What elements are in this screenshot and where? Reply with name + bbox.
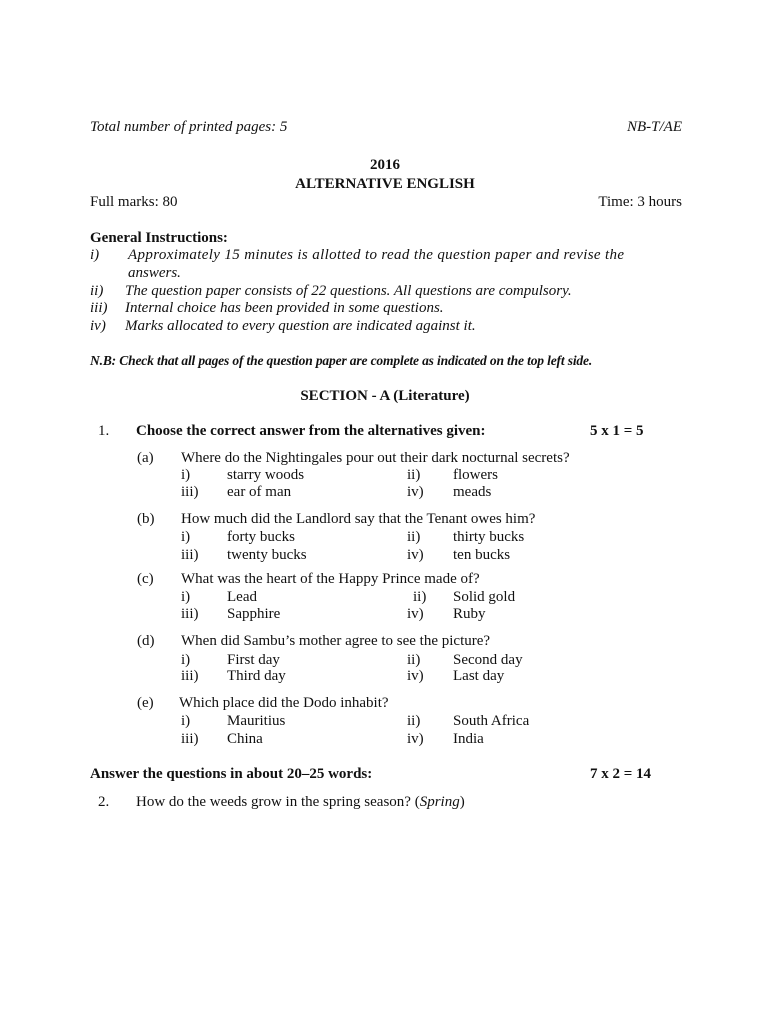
full-marks: Full marks: 80 bbox=[90, 194, 178, 210]
instruction-text-cont: answers. bbox=[128, 265, 181, 281]
instruction-text: Marks allocated to every question are indicated against it. bbox=[125, 318, 476, 334]
short-answer-marks: 7 x 2 = 14 bbox=[590, 766, 652, 782]
option-text: thirty bucks bbox=[453, 529, 525, 545]
time-allowed: Time: 3 hours bbox=[598, 194, 682, 210]
part-label: (b) bbox=[137, 511, 155, 527]
option-text: Third day bbox=[227, 668, 286, 684]
instruction-text: Approximately 15 minutes is allotted to read the question paper and revise the bbox=[128, 247, 625, 263]
option-text: ten bucks bbox=[453, 547, 511, 563]
option-text: China bbox=[227, 731, 263, 747]
question-marks: 5 x 1 = 5 bbox=[590, 423, 644, 439]
option-number: iii) bbox=[181, 606, 199, 622]
option-number: iii) bbox=[181, 731, 199, 747]
option-number: ii) bbox=[407, 713, 421, 729]
option-number: i) bbox=[181, 589, 191, 605]
option-text: South Africa bbox=[453, 713, 530, 729]
option-text: Sapphire bbox=[227, 606, 281, 622]
paper-code: NB-T/AE bbox=[627, 119, 682, 135]
option-text: flowers bbox=[453, 467, 498, 483]
question-body: How do the weeds grow in the spring season? ( bbox=[136, 794, 420, 810]
part-label: (c) bbox=[137, 571, 154, 587]
option-text: First day bbox=[227, 652, 280, 668]
option-number: iii) bbox=[181, 547, 199, 563]
option-number: iii) bbox=[181, 668, 199, 684]
instruction-number: i) bbox=[90, 247, 100, 263]
option-number: i) bbox=[181, 529, 191, 545]
part-question: What was the heart of the Happy Prince made of? bbox=[181, 571, 480, 587]
option-text: ear of man bbox=[227, 484, 292, 500]
part-question: When did Sambu’s mother agree to see the picture? bbox=[181, 633, 491, 649]
instruction-number: iv) bbox=[90, 318, 106, 334]
part-label: (e) bbox=[137, 695, 154, 711]
option-text: meads bbox=[453, 484, 492, 500]
printed-pages-note: Total number of printed pages: 5 bbox=[90, 119, 288, 135]
option-number: ii) bbox=[407, 467, 421, 483]
part-question: Which place did the Dodo inhabit? bbox=[179, 695, 389, 711]
instruction-number: ii) bbox=[90, 283, 104, 299]
instructions-title: General Instructions: bbox=[90, 230, 228, 246]
option-text: Second day bbox=[453, 652, 523, 668]
option-number: ii) bbox=[413, 589, 427, 605]
question-close: ) bbox=[459, 794, 465, 810]
option-number: iv) bbox=[407, 731, 424, 747]
question-text bbox=[136, 794, 465, 811]
option-number: iv) bbox=[407, 668, 424, 684]
part-question: How much did the Landlord say that the Tenant owes him? bbox=[181, 511, 536, 527]
option-text: forty bucks bbox=[227, 529, 295, 545]
part-question: Where do the Nightingales pour out their dark nocturnal secrets? bbox=[181, 450, 570, 466]
option-number: ii) bbox=[407, 529, 421, 545]
question-number: 1. bbox=[98, 423, 110, 439]
option-number: iv) bbox=[407, 606, 424, 622]
source-title: Spring bbox=[419, 794, 460, 810]
part-label: (a) bbox=[137, 450, 154, 466]
instruction-text: Internal choice has been provided in some questions. bbox=[125, 300, 444, 316]
nb-note: N.B: Check that all pages of the question paper are complete as indicated on the top left side. bbox=[90, 353, 593, 368]
subject-title: ALTERNATIVE ENGLISH bbox=[295, 176, 475, 192]
short-answer-instruction: Answer the questions in about 20–25 words: bbox=[90, 766, 373, 782]
exam-year: 2016 bbox=[370, 157, 400, 173]
option-text: twenty bucks bbox=[227, 547, 307, 563]
option-text: Last day bbox=[453, 668, 505, 684]
option-text: Ruby bbox=[453, 606, 486, 622]
option-number: iv) bbox=[407, 547, 424, 563]
option-number: iii) bbox=[181, 484, 199, 500]
option-number: ii) bbox=[407, 652, 421, 668]
instruction-number: iii) bbox=[90, 300, 108, 316]
option-text: Lead bbox=[227, 589, 257, 605]
option-number: i) bbox=[181, 713, 191, 729]
instruction-text: The question paper consists of 22 questions. All questions are compulsory. bbox=[125, 283, 572, 299]
part-label: (d) bbox=[137, 633, 155, 649]
option-text: Solid gold bbox=[453, 589, 516, 605]
option-number: i) bbox=[181, 467, 191, 483]
option-text: Mauritius bbox=[227, 713, 286, 729]
question-text: Choose the correct answer from the alternatives given: bbox=[136, 423, 486, 439]
question-number: 2. bbox=[98, 794, 110, 810]
option-text: starry woods bbox=[227, 467, 305, 483]
section-title: SECTION - A (Literature) bbox=[300, 388, 470, 404]
option-number: i) bbox=[181, 652, 191, 668]
option-number: iv) bbox=[407, 484, 424, 500]
option-text: India bbox=[453, 731, 484, 747]
